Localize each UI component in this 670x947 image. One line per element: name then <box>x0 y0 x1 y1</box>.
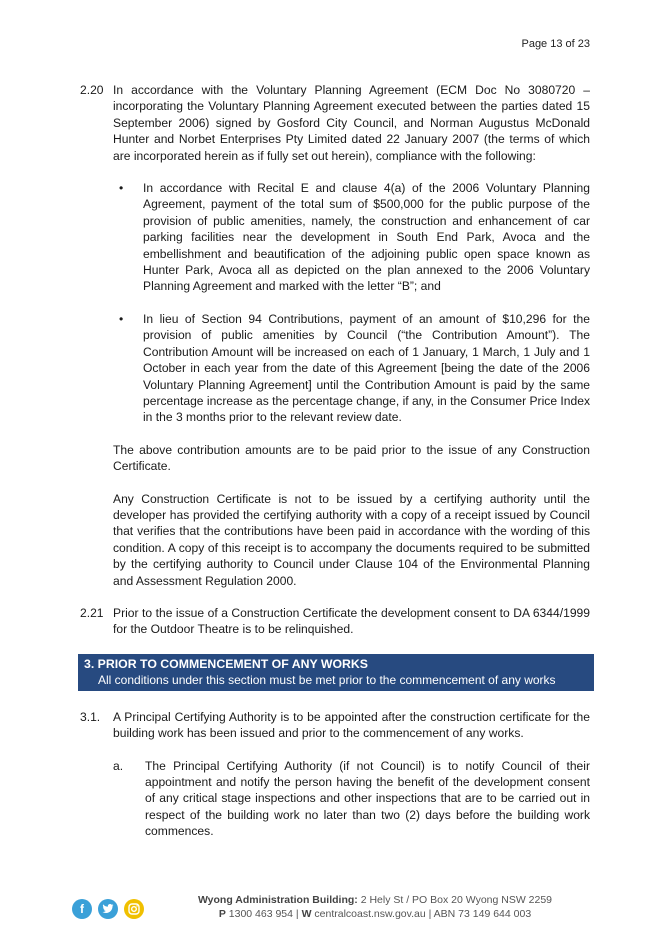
sub-condition-text: The Principal Certifying Authority (if not Council) is to notify Council of their appointment and notify the person having the benefit of the development consent of any critical stage inspections and other inspections that are to be carried out in respect of the building work no later than two (2) days before the building work commences. <box>145 758 590 839</box>
bullet-dot-icon: • <box>119 311 124 326</box>
condition-text: A Principal Certifying Authority is to be appointed after the construction certificate for the building work has been issued and prior to the commencement of any works. <box>113 709 590 741</box>
bullet-item <box>113 180 590 295</box>
instagram-icon[interactable] <box>124 899 144 919</box>
page-number: Page 13 of 23 <box>521 38 590 50</box>
bullet-text: In accordance with Recital E and clause 4(a) of the 2006 Voluntary Planning Agreement, payment of the total sum of $500,000 for the public purpose of the provision of public amenities, namely, the construction and enhancement of car parking facilities near the development in South End Park, Avoca and the embellishment and beautification of the adjoining public open space known as Hunter Park, Avoca all as depicted on the plan annexed to the 2006 Voluntary Planning Agreement and marked with the letter “B”; and <box>143 181 590 294</box>
bullet-text: In lieu of Section 94 Contributions, payment of an amount of $10,296 for the provision of public amenities by Council (“the Contribution Amount”). The Contribution Amount will be increased on each of 1 January, 1 March, 1 July and 1 October in each year from the date of this Agreement [being the date of the 2006 Voluntary Planning Agreement] until the Contribution Amount is paid by the same percentage increase as the percentage change, if any, in the Consumer Price Index in the 3 months prior to the relevant review date. <box>143 311 590 425</box>
social-icons <box>72 899 144 919</box>
paragraph: The above contribution amounts are to be paid prior to the issue of any Construction Certificate. <box>113 442 590 474</box>
document-body <box>80 82 590 840</box>
footer-address-line: Wyong Administration Building: 2 Hely St / PO Box 20 Wyong NSW 2259 <box>197 894 553 906</box>
paragraph: Any Construction Certificate is not to be issued by a certifying authority until the developer has provided the certifying authority with a copy of a receipt issued by Council that verifies that the contributions have been paid in accordance with the wording of this condition. A copy of this receipt is to accompany the documents required to be submitted by the certifying authority to Council under Clause 104 of the Environmental Planning and Assessment Regulation 2000. <box>113 491 590 588</box>
condition-2-21 <box>80 605 590 638</box>
footer-contact-line: P 1300 463 954 | W centralcoast.nsw.gov.au | ABN 73 149 644 003 <box>218 908 532 920</box>
sub-condition <box>113 758 590 840</box>
condition-2-20 <box>80 82 590 589</box>
facebook-icon[interactable]: f <box>72 899 92 919</box>
footer-contact <box>160 893 590 921</box>
bullet-dot-icon: • <box>119 181 124 196</box>
condition-number: 2.20 <box>80 83 104 97</box>
section-header <box>78 654 594 691</box>
section-subtitle: All conditions under this section must be met prior to the commencement of any works <box>98 672 556 687</box>
condition-number: 2.21 <box>80 605 104 620</box>
section-title: 3. PRIOR TO COMMENCEMENT OF ANY WORKS <box>84 656 368 671</box>
footer <box>72 893 612 933</box>
bullet-list <box>113 180 590 426</box>
condition-number: 3.1. <box>80 709 101 724</box>
sub-condition-label: a. <box>113 758 124 773</box>
condition-text: Prior to the issue of a Construction Certificate the development consent to DA 6344/1999 for the Outdoor Theatre is to be relinquished. <box>113 605 590 637</box>
bullet-item <box>113 311 590 426</box>
condition-text: In accordance with the Voluntary Planning Agreement (ECM Doc No 3080720 – incorporating the Voluntary Planning Agreement executed between the parties dated 15 September 2006) signed by Gosford City Council, and Norman Augustus McDonald Hunter and Norbet Enterprises Pty Limited dated 22 January 2007 (the terms of which are incorporated herein as if fully set out herein), compliance with the following: <box>113 83 590 163</box>
twitter-icon[interactable] <box>98 899 118 919</box>
condition-3-1 <box>80 709 590 840</box>
